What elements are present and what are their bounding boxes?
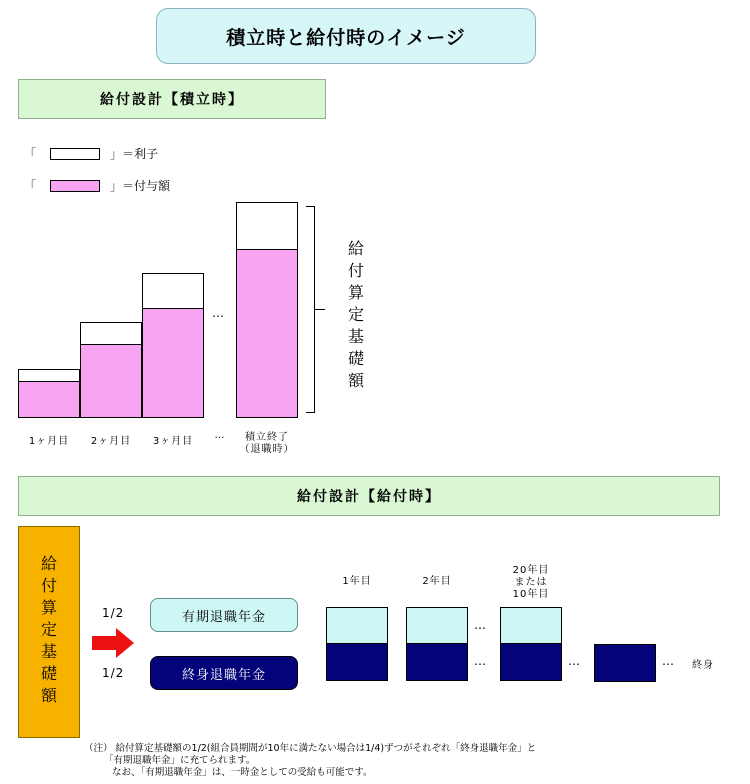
payout-bar-year-last [500, 607, 562, 681]
legend-grant-label: 」＝付与額 [110, 179, 171, 193]
payout-bar-lifetime [594, 644, 656, 682]
legend-interest [24, 145, 158, 162]
basis-char: 付 [347, 261, 364, 280]
note-line-3: なお、「有期退職年金」は、一時金としての受給も可能です。 [112, 767, 373, 778]
basis-char: 給 [347, 239, 364, 258]
basis-char: 給 [40, 554, 57, 573]
bar-month-2 [80, 322, 142, 418]
basis-char: 基 [40, 642, 57, 661]
fixed-portion [327, 608, 387, 644]
basis-char: 額 [40, 686, 57, 705]
bar-month-3-grant [143, 308, 203, 417]
legend-interest-label: 」＝利子 [110, 147, 159, 161]
lifetime-end-label: 終身 [692, 660, 714, 671]
arrow-right-icon [92, 628, 134, 658]
payout-basis-panel [18, 526, 80, 738]
basis-char: 付 [40, 576, 57, 595]
legend-grant-swatch [50, 180, 100, 192]
basis-char: 定 [40, 620, 57, 639]
fixed-term-pension: 有期退職年金 [150, 598, 298, 632]
tick-month-2: 2ヶ月目 [90, 436, 132, 447]
basis-char: 算 [40, 598, 57, 617]
tick-month-3: 3ヶ月目 [152, 436, 194, 447]
bar-month-2-grant [81, 344, 141, 417]
basis-char: 基 [347, 327, 364, 346]
legend-open: 「 [24, 179, 37, 193]
legend-open: 「 [24, 147, 37, 161]
legend-interest-swatch [50, 148, 100, 160]
tick-end: 積立終了 （退職時） [239, 432, 295, 455]
accumulation-header: 給付設計【積立時】 [18, 79, 326, 119]
basis-bracket [306, 206, 315, 413]
basis-char: 礎 [347, 349, 364, 368]
bar-month-1-grant [19, 381, 79, 417]
lifetime-portion [407, 644, 467, 680]
year-2-label: 2年目 [422, 576, 452, 587]
bar-dots: … [212, 306, 226, 320]
payout-bar-year-1 [326, 607, 388, 681]
ratio-top: 1/2 [102, 606, 125, 620]
fixed-portion [407, 608, 467, 644]
ratio-bottom: 1/2 [102, 666, 125, 680]
lifetime-portion [595, 645, 655, 681]
basis-char: 算 [347, 283, 364, 302]
basis-char: 額 [347, 371, 364, 390]
basis-char: 礎 [40, 664, 57, 683]
note-line-2: 「有期退職年金」に充てられます。 [104, 755, 256, 766]
bar-end [236, 202, 298, 418]
basis-char: 定 [347, 305, 364, 324]
year-last-label: 20年目 または 10年目 [512, 565, 550, 600]
basis-bracket-tip [315, 309, 325, 310]
bar-month-3 [142, 273, 204, 418]
accumulation-basis-label [346, 238, 366, 392]
tick-month-1: 1ヶ月目 [28, 436, 70, 447]
payout-header: 給付設計【給付時】 [18, 476, 720, 516]
payout-dots-after: … [568, 654, 582, 668]
lifetime-portion [501, 644, 561, 680]
page-title: 積立時と給付時のイメージ [156, 8, 536, 64]
tick-dots: … [214, 430, 226, 441]
lifetime-portion [327, 644, 387, 680]
note-line-1: （注） 給付算定基礎額の1/2(組合員期間が10年に満たない場合は1/4)ずつがそれぞれ「終身退職年金」と [84, 743, 537, 754]
payout-bar-year-2 [406, 607, 468, 681]
bar-end-grant [237, 249, 297, 417]
year-1-label: 1年目 [342, 576, 372, 587]
legend-grant [24, 177, 170, 194]
payout-basis-label [39, 553, 59, 707]
fixed-portion [501, 608, 561, 644]
payout-dots-end: … [662, 654, 676, 668]
lifetime-pension: 終身退職年金 [150, 656, 298, 690]
payout-dots-lower: … [474, 654, 488, 668]
bar-month-1 [18, 369, 80, 418]
payout-dots-upper: … [474, 618, 488, 632]
